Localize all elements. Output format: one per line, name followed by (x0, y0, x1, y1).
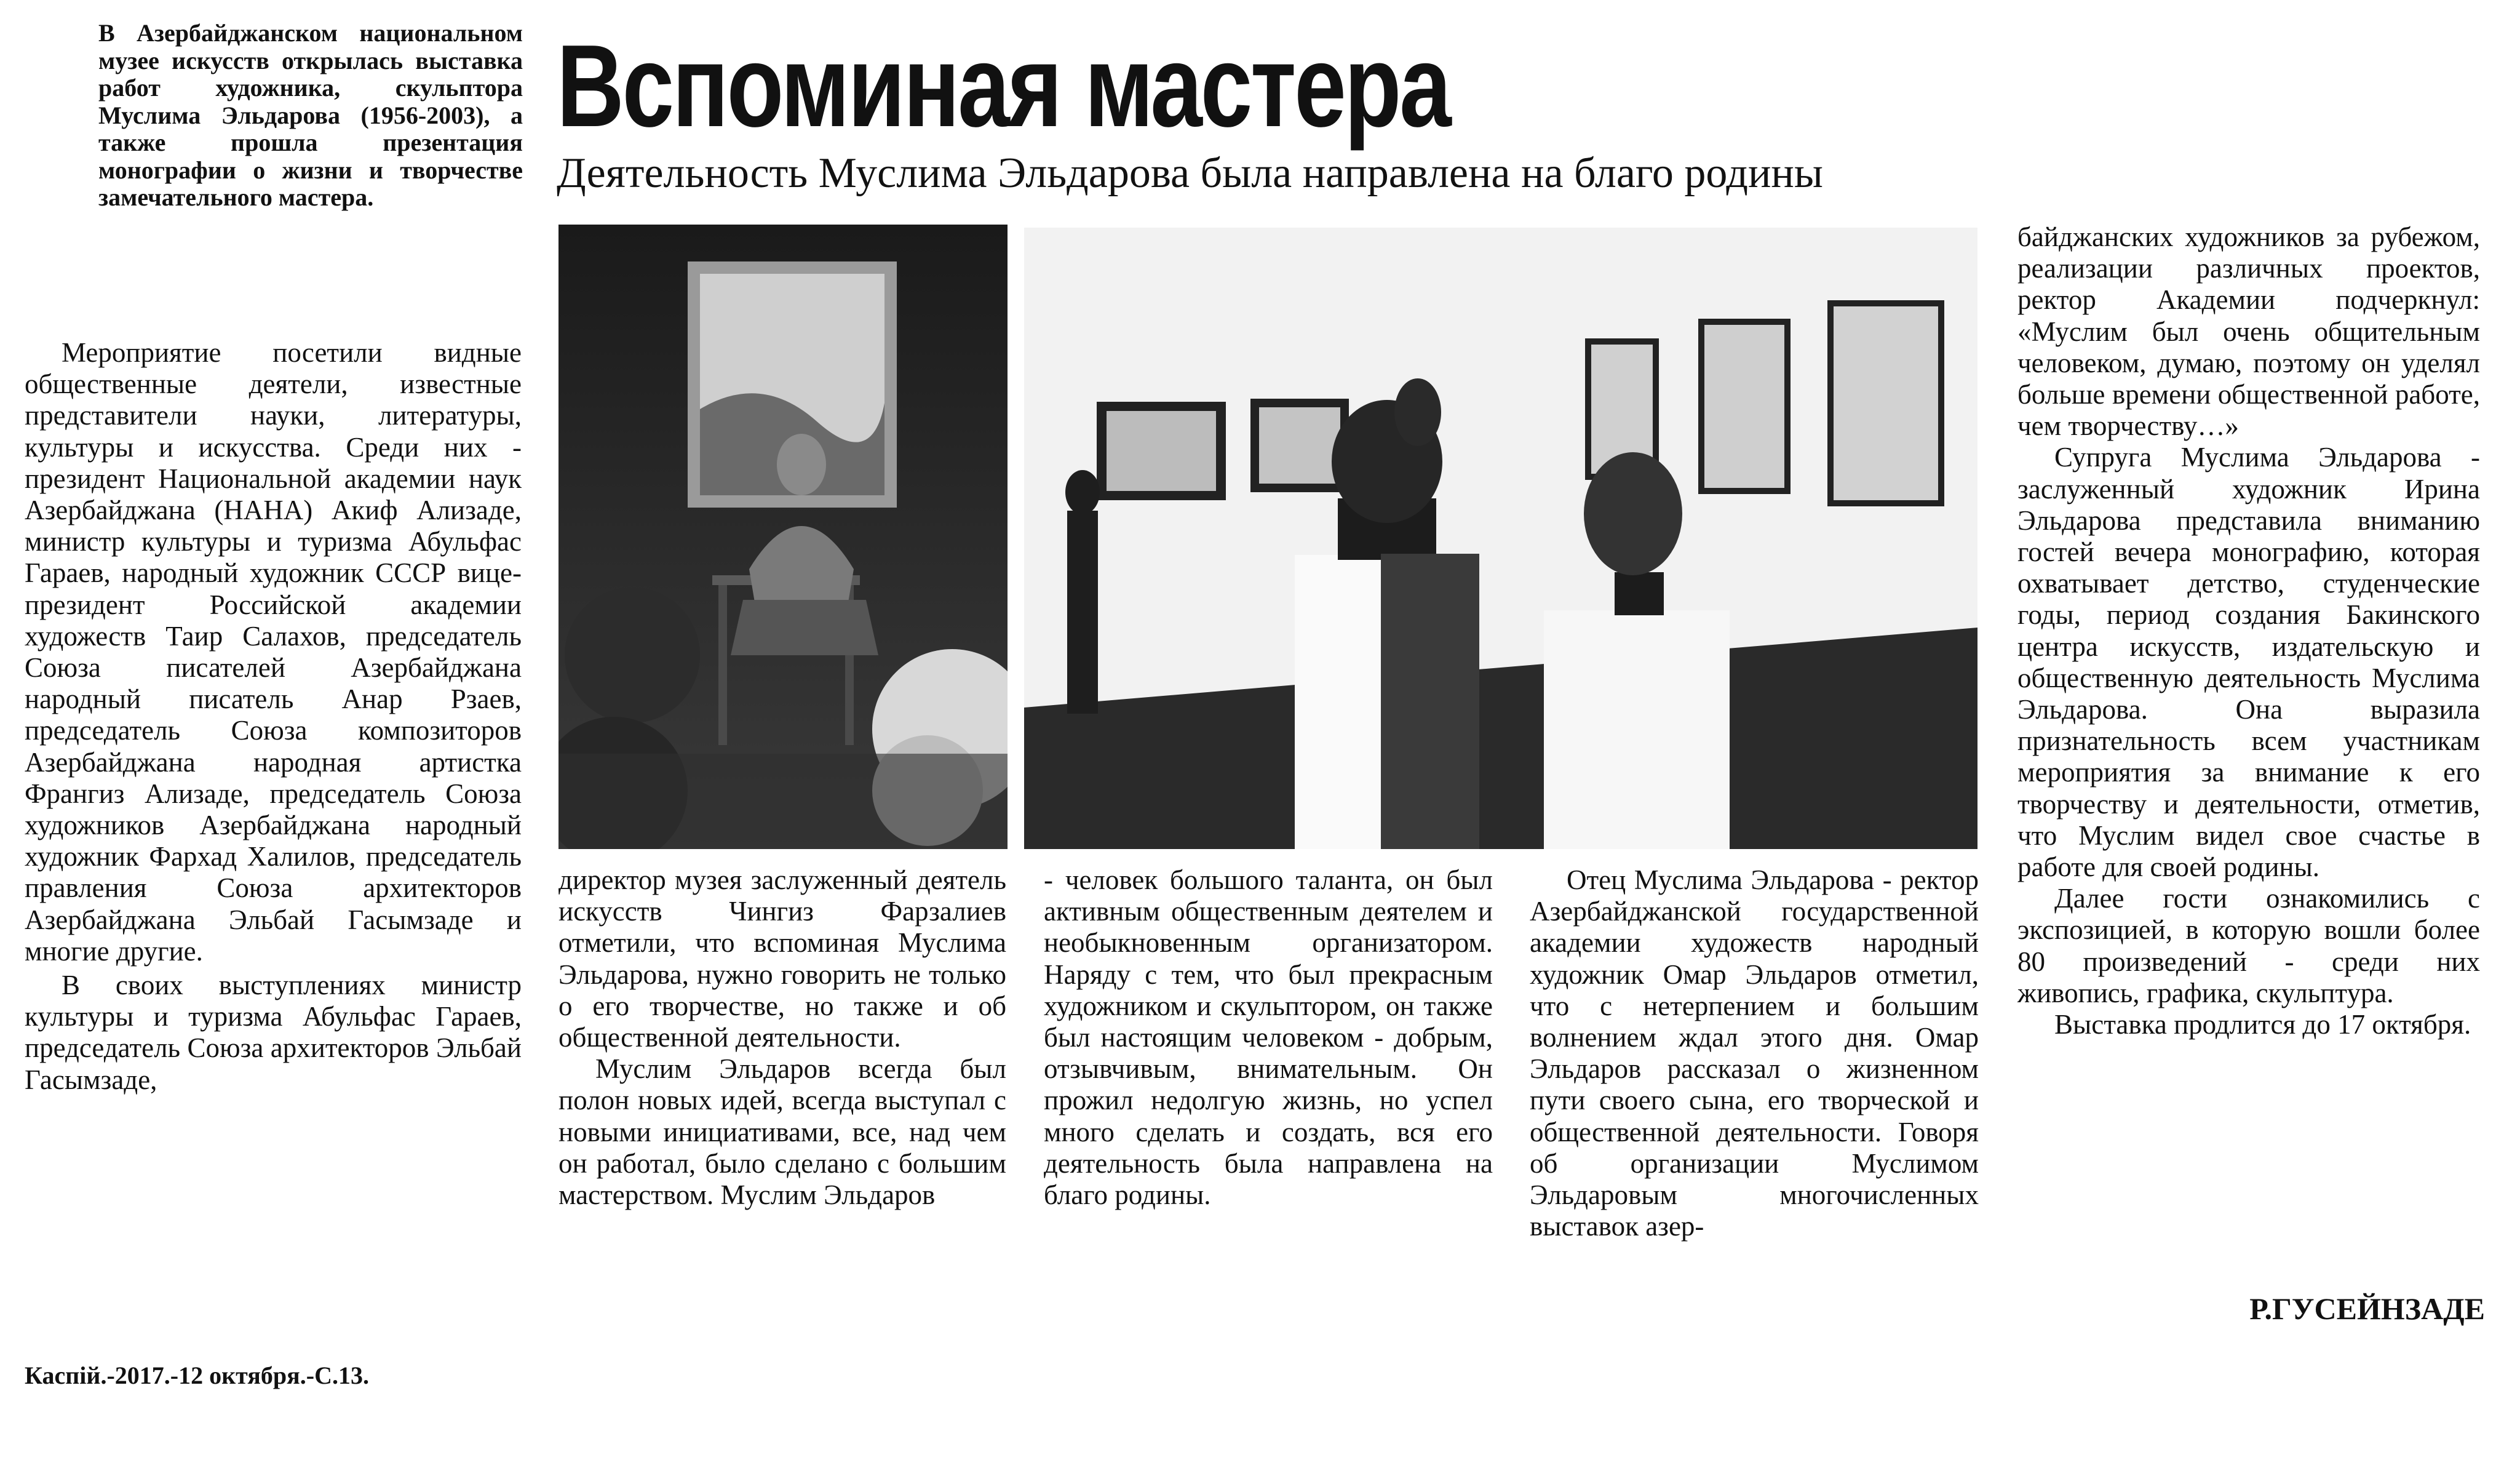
column-5-paragraph-4: Выставка продлится до 17 октября. (2054, 1009, 2471, 1040)
source-citation: Каспій.-2017.-12 октября.-С.13. (25, 1362, 369, 1389)
article-column-1 (25, 337, 522, 1096)
article-lead: В Азербайджанском национальном музее искусств открылась выставка работ художника, скульптора Муслима Эльдарова (1956-2003), а также прошла презентация монографии о жизни и творчестве замечательного мастера. (98, 19, 523, 211)
article-column-3 (1044, 864, 1493, 1211)
column-5-paragraph-3: Далее гости ознакомились с экспозицией, в которую вошли более 80 произведений - среди них живопись, графика, скульптура. (2017, 883, 2480, 1008)
author-signature: Р.ГУСЕЙНЗАДЕ (2249, 1291, 2485, 1326)
article-subtitle: Деятельность Муслима Эльдарова была направлена на благо родины (557, 150, 1823, 197)
artist-portrait-image (558, 225, 1008, 849)
column-2-paragraph-2: Муслим Эльдаров всегда был полон новых идей, всегда выступал с новыми инициативами, все, над чем он работал, было сделано с большим мастерством. Муслим Эльдаров (558, 1053, 1006, 1211)
column-4-paragraph-1: Отец Муслима Эльдарова - ректор Азербайджанской государственной академии художеств народный художник Омар Эльдаров отметил, что с нетерпением и большим волнением ждал этого дня. Омар Эльдаров рассказал о жизненном пути своего сына, его творческой и общественной деятельности. Говоря об организации Муслимом Эльдаровым многочисленных выставок азер- (1530, 864, 1979, 1242)
exhibition-hall-image (1024, 228, 1977, 849)
column-2-paragraph-1: директор музея заслуженный деятель искусств Чингиз Фарзалиев отметили, что вспоминая Муслима Эльдарова, нужно говорить не только о его творчестве, но также и об общественной деятельности. (558, 864, 1006, 1053)
photo-artist-portrait (558, 225, 1008, 849)
article-column-4 (1530, 864, 1979, 1242)
column-1-paragraph-2: В своих выступлениях министр культуры и туризма Абульфас Гараев, председатель Союза архитекторов Эльбай Гасымзаде, (25, 970, 522, 1095)
column-5-paragraph-2: Супруга Муслима Эльдарова - заслуженный художник Ирина Эльдарова представила вниманию гостей вечера монографию, которая охватывает детство, студенческие годы, период создания Бакинского центра искусств, издательскую и общественную деятельность Муслима Эльдарова. Она выразила признательность всем участникам мероприятия за внимание к его творчеству и деятельности, отметив, что Муслим видел свое счастье в работе для своей родины. (2017, 442, 2480, 883)
column-3-paragraph-1: - человек большого таланта, он был активным общественным деятелем и необыкновенным организатором. Наряду с тем, что был прекрасным художником и скульптором, он также был настоящим человеком - добрым, отзывчивым, внимательным. Он прожил недолгую жизнь, но успел много сделать и создать, вся его деятельность была направлена на благо родины. (1044, 864, 1493, 1211)
column-1-paragraph-1: Мероприятие посетили видные общественные деятели, известные представители науки, литературы, культуры и искусства. Среди них - президент Национальной академии наук Азербайджана (НАНА) Акиф Ализаде, министр культуры и туризма Абульфас Гараев, народный художник СССР вице-президент Российской академии художеств Таир Салахов, председатель Союза писателей Азербайджана народный писатель Анар Рзаев, председатель Союза композиторов Азербайджана народная артистка Франгиз Ализаде, председатель Союза художников Азербайджана народный художник Фархад Халилов, председатель правления Союза архитекторов Азербайджана Эльбай Гасымзаде и многие другие. (25, 337, 522, 967)
article-title: Вспоминая мастера (557, 21, 1450, 151)
article-column-5 (2017, 221, 2480, 1040)
article-column-2 (558, 864, 1006, 1211)
photo-exhibition-hall (1024, 228, 1977, 849)
column-5-paragraph-1: байджанских художников за рубежом, реализации различных проектов, ректор Академии подчеркнул: «Муслим был очень общительным человеком, думаю, поэтому он уделял больше времени общественной работе, чем творчеству…» (2017, 221, 2480, 442)
